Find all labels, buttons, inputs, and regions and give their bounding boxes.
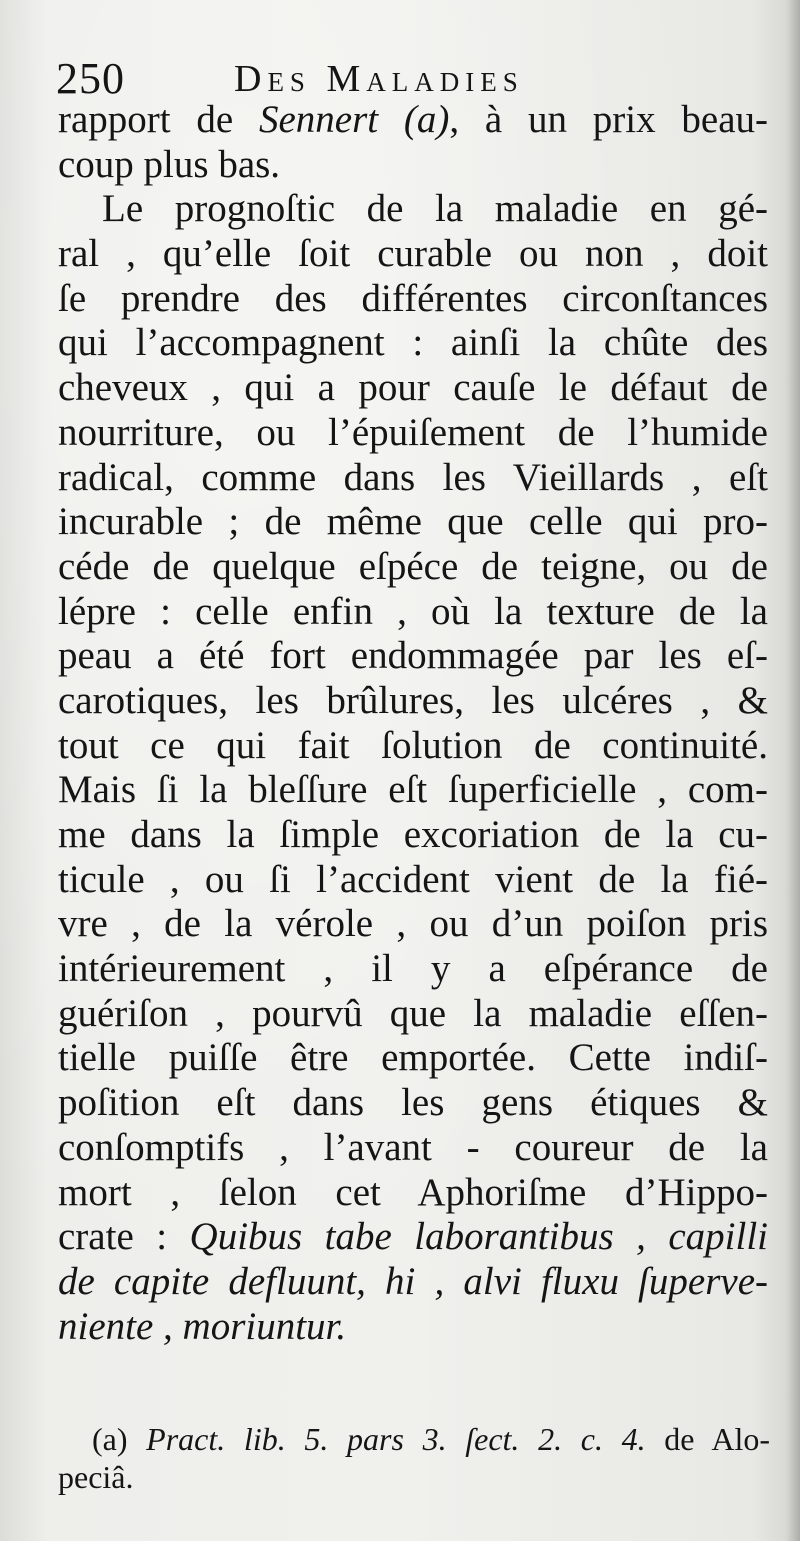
text-line: céde de quelque eſpéce de teigne, ou de bbox=[58, 544, 768, 588]
text-line: cheveux , qui a pour cauſe le défaut de bbox=[58, 366, 768, 410]
text-line: tout ce qui fait ſolution de continuité. bbox=[58, 723, 768, 767]
text-line: guériſon , pourvû que la maladie eſſen- bbox=[58, 991, 768, 1035]
footnote-line: peciâ. bbox=[58, 1459, 134, 1495]
text-line: coup plus bas. bbox=[58, 142, 281, 186]
body-text bbox=[58, 98, 768, 1349]
page-number: 250 bbox=[56, 54, 125, 103]
latin-quote: Quibus tabe laborantibus , capilli bbox=[189, 1215, 768, 1259]
text-line: tielle puiſſe être emportée. Cette indiſ- bbox=[58, 1036, 768, 1080]
text-line: crate : Quibus tabe laborantibus , capilli bbox=[58, 1215, 768, 1259]
footnote-reference: Pract. lib. 5. pars 3. ſect. 2. c. 4. bbox=[146, 1421, 646, 1457]
text-line: carotiques, les brûlures, les ulcéres , & bbox=[58, 678, 768, 722]
text-line: me dans la ſimple excoriation de la cu- bbox=[58, 813, 768, 856]
footnote-line: (a) Pract. lib. 5. pars 3. ſect. 2. c. 4. de Alo- bbox=[92, 1421, 770, 1457]
text-line: peau a été fort endommagée par les eſ- bbox=[58, 634, 768, 678]
text-line: rapport de Sennert (a), à un prix beau- bbox=[58, 98, 768, 141]
text-line: ral , qu’elle ſoit curable ou non , doit bbox=[58, 232, 768, 276]
text-line: vre , de la vérole , ou d’un poiſon pris bbox=[58, 902, 768, 946]
text-line: Mais ſi la bleſſure eſt ſuperficielle , com- bbox=[58, 768, 768, 812]
text-line: ſe prendre des différentes circonſtances bbox=[58, 276, 768, 320]
text-line: conſomptifs , l’avant - coureur de la bbox=[58, 1125, 768, 1169]
running-head: Des Maladies bbox=[234, 58, 524, 100]
footnote-mark: (a) bbox=[92, 1421, 147, 1457]
text-line: incurable ; de même que celle qui pro- bbox=[58, 500, 768, 544]
footnote bbox=[58, 1420, 770, 1496]
text-line: intérieurement , il y a eſpérance de bbox=[58, 947, 768, 991]
text-line: lépre : celle enfin , où la texture de la bbox=[58, 589, 768, 633]
latin-quote-line: de capite defluunt, hi , alvi fluxu ſuperve- bbox=[58, 1259, 768, 1303]
text-line: Le prognoſtic de la maladie en gé- bbox=[102, 187, 768, 231]
text-line: radical, comme dans les Vieillards , eſt bbox=[58, 455, 768, 499]
text-line: qui l’accompagnent : ainſi la chûte des bbox=[58, 321, 768, 365]
text-line: mort , ſelon cet Aphoriſme d’Hippo- bbox=[58, 1170, 768, 1214]
text-line: nourriture, ou l’épuiſement de l’humide bbox=[58, 410, 768, 454]
text-line: ticule , ou ſi l’accident vient de la fié- bbox=[58, 857, 768, 901]
text-line: poſition eſt dans les gens étiques & bbox=[58, 1081, 768, 1125]
page-header bbox=[56, 54, 776, 104]
latin-quote-line: niente , moriuntur. bbox=[58, 1304, 347, 1348]
